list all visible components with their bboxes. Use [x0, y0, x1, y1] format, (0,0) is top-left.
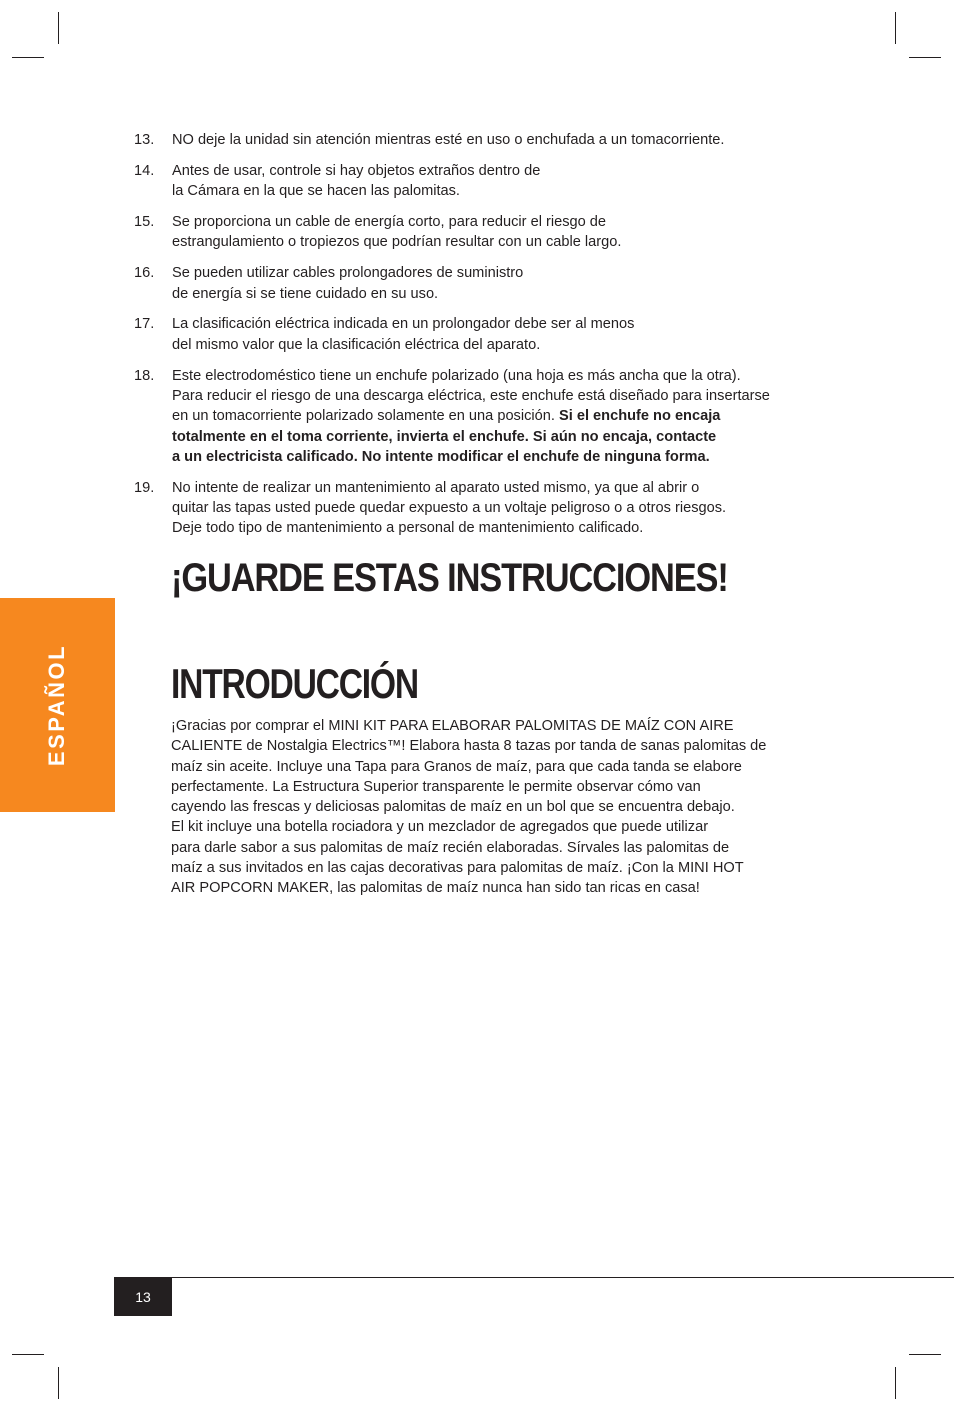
text-line: El kit incluye una botella rociadora y un mezclador de agregados que puede utilizar [171, 819, 709, 836]
bold-text-line: a un electricista calificado. No intente modificar el enchufe de ninguna forma. [172, 448, 710, 465]
text-line: maíz a sus invitados en las cajas decorativas para palomitas de maíz. ¡Con la MINI HOT [171, 860, 744, 877]
text-line: Deje todo tipo de mantenimiento a personal de mantenimiento calificado. [172, 520, 644, 537]
introduction-heading: INTRODUCCIÓN [171, 660, 418, 707]
text-line: maíz sin aceite. Incluye una Tapa para Granos de maíz, para que cada tanda se elabore [171, 758, 742, 775]
item-number: 14. [134, 162, 155, 179]
text-line: Se proporciona un cable de energía corto, para reducir el riesgo de [172, 214, 607, 231]
text-line: estrangulamiento o tropiezos que podrían resultar con un cable largo. [172, 234, 622, 251]
save-instructions-heading: ¡GUARDE ESTAS INSTRUCCIONES! [171, 556, 728, 600]
crop-mark [58, 1367, 59, 1399]
list-item [134, 314, 824, 355]
crop-mark [909, 1354, 941, 1355]
text-line: NO deje la unidad sin atención mientras esté en uso o enchufada a un tomacorriente. [172, 132, 725, 148]
list-item [134, 478, 824, 539]
bold-text-run: Si el enchufe no encaja [558, 408, 721, 425]
text-line: Para reducir el riesgo de una descarga eléctrica, este enchufe está diseñado para insertarse [172, 387, 770, 404]
item-text [172, 161, 824, 202]
crop-mark [58, 12, 59, 44]
item-text [172, 478, 824, 539]
text-line: Antes de usar, controle si hay objetos extraños dentro de [172, 162, 541, 179]
item-text [172, 366, 824, 467]
list-item [134, 130, 824, 150]
text-line: CALIENTE de Nostalgia Electrics™! Elabora hasta 8 tazas por tanda de sanas palomitas de [171, 738, 767, 755]
text-run: en un tomacorriente polarizado solamente en una posición. [172, 408, 559, 425]
text-line: No intente de realizar un mantenimiento al aparato usted mismo, ya que al abrir o [172, 479, 700, 496]
item-text [172, 263, 824, 304]
crop-mark [909, 57, 941, 58]
crop-mark [12, 57, 44, 58]
text-line: AIR POPCORN MAKER, las palomitas de maíz nunca han sido tan ricas en casa! [171, 880, 700, 897]
text-line: quitar las tapas usted puede quedar expuesto a un voltaje peligroso o a otros riesgos. [172, 500, 727, 517]
item-number: 13. [134, 132, 155, 148]
text-line: de energía si se tiene cuidado en su uso. [172, 285, 439, 302]
text-line: cayendo las frescas y deliciosas palomitas de maíz en un bol que se encuentra debajo. [171, 799, 735, 816]
item-number: 16. [134, 265, 155, 282]
text-line: perfectamente. La Estructura Superior transparente le permite observar cómo van [171, 778, 701, 795]
list-item [134, 366, 824, 467]
crop-mark [12, 1354, 44, 1355]
text-line: La clasificación eléctrica indicada en un prolongador debe ser al menos [172, 316, 635, 333]
list-item [134, 161, 824, 202]
bold-text-line: totalmente en el toma corriente, invierta el enchufe. Si aún no encaja, contacte [172, 428, 717, 445]
text-line [172, 406, 824, 426]
item-text [172, 212, 824, 253]
crop-mark [895, 12, 896, 44]
crop-mark [895, 1367, 896, 1399]
text-line: Este electrodoméstico tiene un enchufe polarizado (una hoja es más ancha que la otra). [172, 367, 741, 384]
item-number: 17. [134, 316, 155, 333]
item-number: 15. [134, 214, 155, 231]
page-number: 13 [114, 1278, 172, 1316]
item-text [172, 314, 824, 355]
item-number: 18. [134, 367, 155, 384]
item-text [172, 130, 824, 150]
footer-rule [114, 1277, 954, 1278]
text-line: la Cámara en la que se hacen las palomitas. [172, 183, 460, 200]
language-tab-label: ESPAÑOL [44, 643, 69, 767]
text-line: del mismo valor que la clasificación eléctrica del aparato. [172, 336, 541, 353]
list-item [134, 263, 824, 304]
list-item [134, 212, 824, 253]
text-line: Se pueden utilizar cables prolongadores de suministro [172, 265, 524, 282]
text-line: para darle sabor a sus palomitas de maíz recién elaboradas. Sírvales las palomitas de [171, 839, 730, 856]
introduction-paragraph [171, 716, 821, 899]
language-side-tab [0, 598, 115, 812]
text-line: ¡Gracias por comprar el MINI KIT PARA ELABORAR PALOMITAS DE MAÍZ CON AIRE [171, 718, 734, 734]
safety-instructions-list [134, 130, 824, 549]
item-number: 19. [134, 479, 155, 496]
